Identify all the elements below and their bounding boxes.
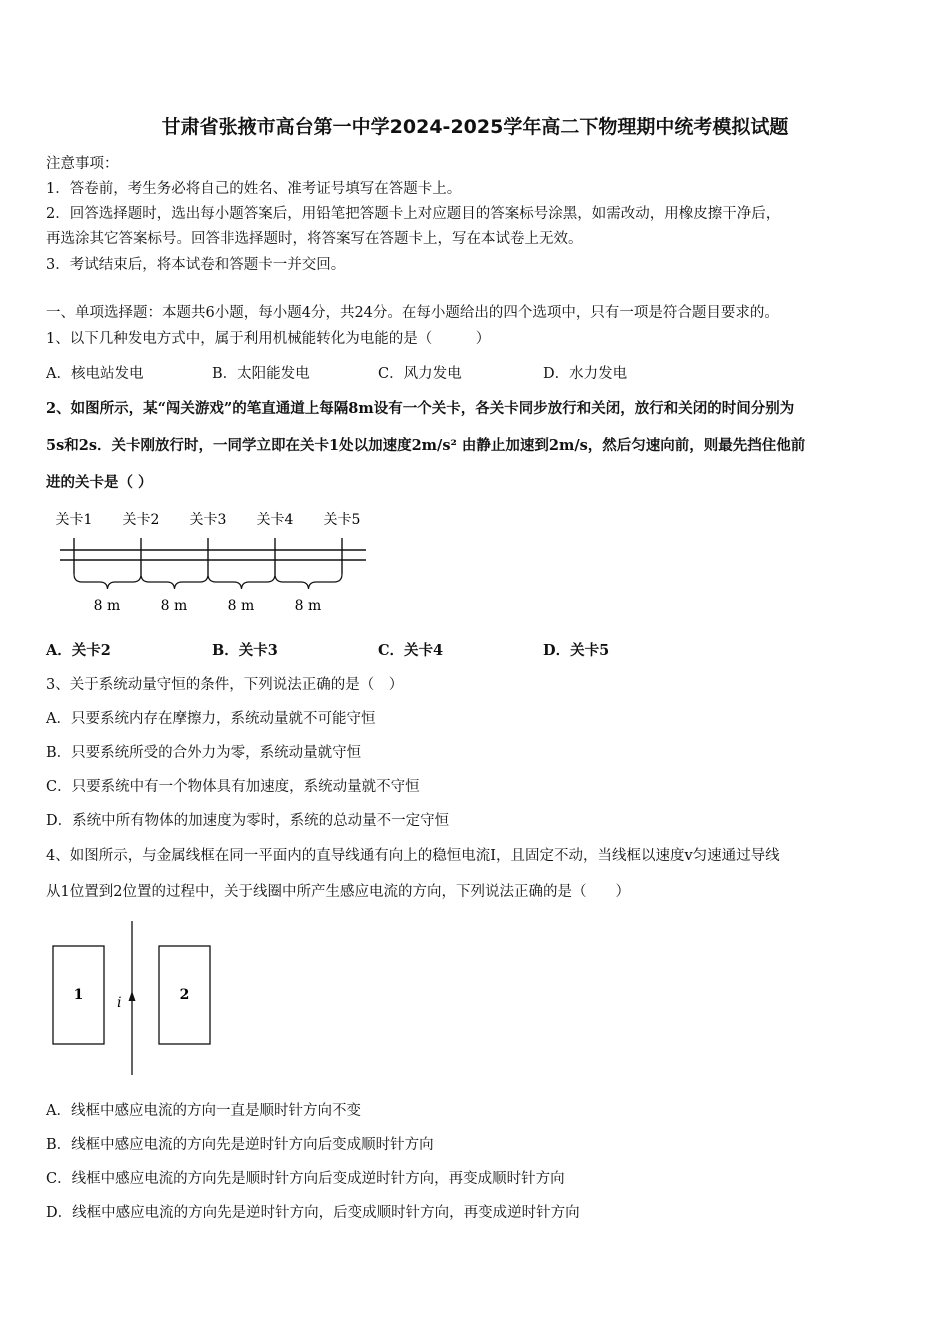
gate-2-label: 关卡2 — [122, 512, 160, 528]
q4-option-a: A．线框中感应电流的方向一直是顺时针方向不变 — [46, 1103, 361, 1119]
q4-option-c: C．线框中感应电流的方向先是顺时针方向后变成逆时针方向，再变成顺时针方向 — [46, 1171, 565, 1187]
gate-1 — [56, 511, 93, 574]
exam-title: 甘肃省张掖市高台第一中学2024-2025学年高二下物理期中统考模拟试题 — [161, 116, 789, 138]
notice-item-3: 3．考试结束后，将本试卷和答题卡一并交回。 — [46, 257, 346, 273]
q1-stem: 1、以下几种发电方式中，属于利用机械能转化为电能的是（ ） — [46, 331, 491, 347]
frame-2-label: 2 — [179, 987, 190, 1003]
gate-2 — [123, 511, 160, 574]
q4-option-d: D．线框中感应电流的方向先是逆时针方向，后变成顺时针方向，再变成逆时针方向 — [46, 1205, 580, 1221]
gate-1-label: 关卡1 — [55, 512, 93, 528]
gate-diagram — [40, 500, 380, 620]
brace-1 — [74, 574, 141, 589]
gate-4 — [257, 511, 294, 574]
q2-stem-line-3: 进的关卡是（ ） — [46, 474, 153, 491]
q3-option-b: B．只要系统所受的合外力为零，系统动量就守恒 — [46, 745, 362, 761]
spacing-label-4: 8 m — [294, 598, 322, 614]
q4-stem-line-2: 从1位置到2位置的过程中，关于线圈中所产生感应电流的方向，下列说法正确的是（ ） — [46, 884, 630, 900]
gate-3 — [190, 511, 227, 574]
notice-item-2: 2．回答选择题时，选出每小题答案后，用铅笔把答题卡上对应题目的答案标号涂黑，如需改动，用橡皮擦干净后， — [46, 206, 781, 222]
gate-3-label: 关卡3 — [189, 512, 227, 528]
frame-1-label: 1 — [73, 987, 84, 1003]
gate-5-label: 关卡5 — [323, 512, 361, 528]
q3-option-d: D．系统中所有物体的加速度为零时，系统的总动量不一定守恒 — [46, 813, 450, 829]
gate-5 — [324, 511, 361, 574]
q2-option-c: C．关卡4 — [378, 642, 444, 659]
spacing-label-1: 8 m — [93, 598, 121, 614]
gate-4-label: 关卡4 — [256, 512, 294, 528]
q3-option-a: A．只要系统内存在摩擦力，系统动量就不可能守恒 — [46, 711, 376, 727]
q1-option-a: A．核电站发电 — [46, 366, 144, 382]
q2-option-b: B．关卡3 — [212, 642, 278, 659]
q3-option-c: C．只要系统中有一个物体具有加速度，系统动量就不守恒 — [46, 779, 420, 795]
current-label: i — [117, 995, 122, 1011]
current-arrow-icon — [129, 991, 136, 1001]
notice-item-2-cont: 再选涂其它答案标号。回答非选择题时，将答案写在答题卡上，写在本试卷上无效。 — [46, 231, 583, 247]
brace-2 — [141, 574, 208, 589]
q1-option-b: B．太阳能发电 — [212, 366, 310, 382]
q2-stem-line-2: 5s和2s．关卡刚放行时，一同学立即在关卡1处以加速度2m/s² 由静止加速到2m/s，然后匀速向前，则最先挡住他前 — [46, 437, 806, 454]
q4-stem-line-1: 4、如图所示，与金属线框在同一平面内的直导线通有向上的稳恒电流I，且固定不动，当线框以速度v匀速通过导线 — [46, 848, 780, 864]
notice-heading: 注意事项： — [46, 156, 119, 172]
brace-3 — [208, 574, 275, 589]
q3-stem: 3、关于系统动量守恒的条件，下列说法正确的是（ ） — [46, 677, 404, 693]
notice-item-1: 1．答卷前，考生务必将自己的姓名、准考证号填写在答题卡上。 — [46, 181, 462, 197]
q1-option-d: D．水力发电 — [543, 366, 628, 382]
q2-option-a: A．关卡2 — [46, 642, 111, 659]
q1-option-c: C．风力发电 — [378, 366, 462, 382]
q4-option-b: B．线框中感应电流的方向先是逆时针方向后变成顺时针方向 — [46, 1137, 434, 1153]
q2-stem-line-1: 2、如图所示，某“闯关游戏”的笔直通道上每隔8m设有一个关卡，各关卡同步放行和关闭，放行和关闭的时间分别为 — [46, 400, 795, 417]
brace-4 — [275, 574, 342, 589]
q2-option-d: D．关卡5 — [543, 642, 610, 659]
wire-frame-diagram — [44, 915, 224, 1080]
spacing-label-2: 8 m — [160, 598, 188, 614]
section-heading: 一、单项选择题：本题共6小题，每小题4分，共24分。在每小题给出的四个选项中，只有一项是符合题目要求的。 — [46, 305, 779, 321]
spacing-label-3: 8 m — [227, 598, 255, 614]
